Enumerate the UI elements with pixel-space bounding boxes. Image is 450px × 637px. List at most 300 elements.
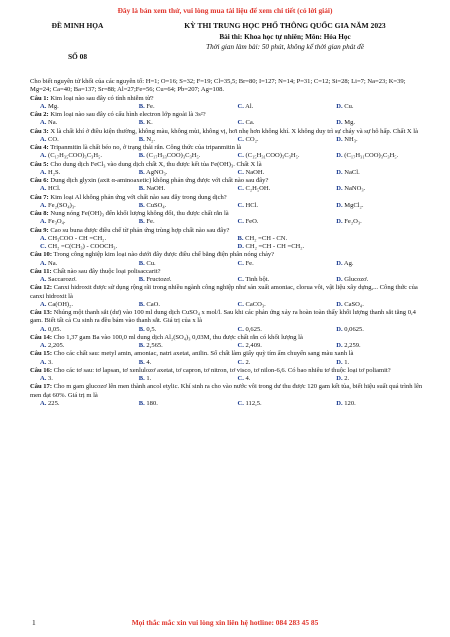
option-letter: B. bbox=[138, 135, 145, 143]
option-text: CH₃COO - CH =CH₂. bbox=[48, 234, 107, 242]
answer-options-row bbox=[30, 136, 425, 144]
answer-options-row bbox=[30, 169, 425, 177]
question-text: Nhúng một thanh sắt (dư) vào 100 ml dung dịch CuSO₄ x mol/l. Sau khi các phản ứng xảy ra hoàn toàn thấy khối lượng thanh sắt tăng 0,4 gam. Biết tất cả Cu sinh ra đều bám vào thanh sắt. Giá trị của x là bbox=[30, 309, 416, 325]
answer-option bbox=[228, 375, 327, 383]
option-letter: A. bbox=[40, 358, 47, 366]
question-block bbox=[30, 95, 425, 112]
answer-option bbox=[326, 136, 425, 144]
answer-options-row bbox=[30, 260, 425, 268]
option-text: Tinh bột. bbox=[245, 276, 270, 283]
option-text: HCl. bbox=[245, 201, 259, 209]
answer-option bbox=[228, 202, 327, 210]
question-block bbox=[30, 144, 425, 161]
option-letter: C. bbox=[237, 201, 244, 209]
option-text: 2,565. bbox=[146, 342, 163, 349]
option-text: CO. bbox=[48, 135, 59, 143]
question-text: Cho các chất sau: metyl amin, amoniac, natri axetat, anilin. Số chất làm giấy quỳ tím ẩm chuyển sang màu xanh là bbox=[53, 350, 354, 358]
question-number: Câu 10: bbox=[30, 251, 53, 259]
question-number: Câu 3: bbox=[30, 127, 49, 135]
question-list bbox=[30, 95, 425, 409]
option-text: NH₃. bbox=[344, 135, 358, 143]
option-text: CaCO₃. bbox=[245, 300, 266, 308]
option-letter: C. bbox=[237, 276, 244, 283]
option-text: CH₂ =CH - CH =CH₂. bbox=[245, 243, 305, 250]
question-block bbox=[30, 251, 425, 268]
answer-option bbox=[30, 235, 228, 243]
answer-options-row bbox=[30, 152, 425, 160]
option-letter: B. bbox=[138, 399, 145, 407]
answer-option bbox=[129, 359, 228, 367]
option-text: Mg. bbox=[344, 119, 355, 127]
answer-option bbox=[228, 218, 327, 226]
option-text: 3. bbox=[48, 375, 53, 382]
question-number: Câu 13: bbox=[30, 309, 53, 316]
option-text: 0,5. bbox=[146, 325, 157, 333]
answer-options-row bbox=[30, 301, 425, 309]
question-number: Câu 5: bbox=[30, 160, 49, 168]
option-text: NaOH. bbox=[146, 185, 166, 193]
option-text: 3. bbox=[48, 358, 53, 366]
question-text: Canxi hidroxit được sử dụng rộng rãi trong nhiều ngành công nghiệp như sản xuất amoniac, clorua vôi, vật liệu xây dựng,... Công thức của canxi hidroxit là bbox=[30, 284, 418, 300]
answer-option bbox=[228, 276, 327, 284]
option-text: (C₁₇H₃₅COO)₃C₃H₅. bbox=[48, 152, 103, 160]
option-letter: B. bbox=[138, 259, 145, 267]
question-text: Chất nào sau đây thuộc loại polisaccarit? bbox=[53, 267, 161, 275]
option-text: 1. bbox=[344, 358, 350, 366]
answer-option bbox=[326, 218, 425, 226]
answer-options-row bbox=[30, 326, 425, 334]
option-text: 0,625. bbox=[245, 325, 262, 333]
option-letter: A. bbox=[40, 342, 47, 349]
question-number: Câu 7: bbox=[30, 193, 49, 201]
answer-option bbox=[129, 152, 228, 160]
answer-option bbox=[30, 202, 129, 210]
question-stem bbox=[30, 309, 425, 326]
question-block bbox=[30, 334, 425, 351]
question-block bbox=[30, 309, 425, 334]
answer-options-row bbox=[30, 342, 425, 350]
option-letter: B. bbox=[138, 325, 145, 333]
question-block bbox=[30, 284, 425, 309]
option-letter: C. bbox=[237, 399, 244, 407]
option-text: CaO. bbox=[146, 300, 161, 308]
option-letter: C. bbox=[237, 300, 244, 308]
option-text: 1. bbox=[146, 375, 152, 382]
answer-option bbox=[30, 218, 129, 226]
option-text: Glucozơ. bbox=[344, 276, 369, 283]
option-text: C₂H₅OH. bbox=[245, 185, 271, 193]
option-letter: D. bbox=[336, 325, 343, 333]
answer-option bbox=[30, 136, 129, 144]
question-text: Kim loại Al không phản ứng với chất nào sau đây trong dung dịch? bbox=[50, 193, 227, 201]
answer-option bbox=[30, 185, 129, 193]
exam-code: SỐ 08 bbox=[67, 52, 88, 61]
question-text: Nung nóng Fe(OH)₃ đến khối lượng không đổi, thu được chất rắn là bbox=[50, 210, 229, 217]
option-text: CaSO₄. bbox=[344, 300, 364, 308]
question-text: Tripanmitin là chất béo no, ở trạng thái rắn. Công thức của tripanmitin là bbox=[50, 144, 242, 151]
option-text: CH₂ =C(CH₃) - COOCH₃. bbox=[48, 243, 118, 250]
option-text: Fe. bbox=[245, 259, 254, 267]
question-stem bbox=[30, 383, 425, 400]
exam-type-title: ĐỀ MINH HỌA bbox=[51, 21, 104, 30]
answer-option bbox=[228, 359, 327, 367]
answer-options-row bbox=[30, 400, 425, 408]
option-letter: B. bbox=[138, 358, 145, 366]
option-text: Mg. bbox=[48, 102, 59, 110]
option-text: NaNO₃. bbox=[344, 185, 366, 193]
question-number: Câu 11: bbox=[30, 267, 52, 275]
exam-time: Thời gian làm bài: 50 phút, không kể thời gian phát đề bbox=[206, 43, 364, 51]
option-letter: D. bbox=[336, 300, 343, 308]
option-letter: C. bbox=[237, 342, 244, 349]
question-text: Kim loại nào sau đây có tính nhiễm từ? bbox=[50, 94, 154, 102]
question-number: Câu 8: bbox=[30, 210, 49, 217]
question-text: Cho m gam glucozơ lên men thành ancol etylic. Khí sinh ra cho vào nước vôi trong dư thu được 120 gam kết tủa, biết hiệu suất quá trình lên men đạt 60%. Giá trị m là bbox=[30, 383, 423, 399]
answer-option bbox=[228, 152, 327, 160]
answer-option bbox=[326, 152, 425, 160]
option-letter: B. bbox=[138, 300, 145, 308]
question-number: Câu 9: bbox=[30, 226, 49, 234]
option-text: CO₂. bbox=[245, 135, 259, 143]
option-letter: A. bbox=[40, 102, 47, 110]
option-letter: C. bbox=[237, 102, 244, 110]
answer-option bbox=[30, 103, 129, 111]
option-text: 2,205. bbox=[48, 342, 65, 349]
answer-option bbox=[129, 400, 228, 408]
option-letter: B. bbox=[138, 201, 145, 209]
answer-option bbox=[326, 260, 425, 268]
option-text: (C₁₇H₃₃COO)₃C₃H₅. bbox=[146, 152, 201, 160]
question-stem bbox=[30, 95, 425, 103]
question-number: Câu 1: bbox=[30, 94, 49, 102]
exam-title: KỲ THI TRUNG HỌC PHỔ THÔNG QUỐC GIA NĂM 2023 bbox=[184, 21, 386, 30]
option-text: Cu. bbox=[344, 102, 354, 110]
option-text: Fe. bbox=[146, 102, 155, 110]
answer-option bbox=[30, 342, 129, 350]
option-text: 225. bbox=[48, 399, 60, 407]
option-text: Na. bbox=[48, 259, 58, 267]
question-text: Dung dịch glyxin (axit α-aminoaxetic) không phản ứng được với chất nào sau đây? bbox=[50, 177, 269, 184]
option-letter: D. bbox=[336, 152, 343, 160]
exam-header bbox=[0, 21, 450, 73]
option-letter: B. bbox=[138, 152, 145, 160]
option-letter: D. bbox=[336, 102, 343, 110]
option-text: (C₁₅H₃₁COO)₃C₃H₅. bbox=[245, 152, 300, 160]
preview-banner: Đây là bản xem thử, vui lòng mua tài liệu để xem chi tiết (có lời giải) bbox=[117, 6, 333, 15]
option-text: FeO. bbox=[245, 218, 259, 226]
option-letter: D. bbox=[336, 168, 343, 176]
question-block bbox=[30, 177, 425, 194]
answer-options-row bbox=[30, 235, 425, 243]
question-number: Câu 6: bbox=[30, 177, 49, 184]
option-letter: A. bbox=[40, 185, 47, 193]
page-footer bbox=[0, 618, 450, 632]
question-stem bbox=[30, 367, 425, 375]
option-text: CuSO₄. bbox=[146, 201, 167, 209]
question-stem bbox=[30, 194, 425, 202]
answer-option bbox=[30, 301, 129, 309]
option-text: 4. bbox=[245, 375, 251, 382]
option-text: 0,05. bbox=[48, 325, 62, 333]
question-block bbox=[30, 210, 425, 227]
option-letter: A. bbox=[40, 135, 47, 143]
option-text: MgCl₂. bbox=[344, 201, 364, 209]
question-block bbox=[30, 350, 425, 367]
question-block bbox=[30, 383, 425, 408]
answer-option bbox=[228, 119, 327, 127]
answer-option bbox=[129, 375, 228, 383]
answer-option bbox=[228, 400, 327, 408]
question-stem bbox=[30, 111, 425, 119]
answer-option bbox=[129, 276, 228, 284]
option-text: 2. bbox=[344, 375, 350, 382]
header-right bbox=[145, 21, 425, 53]
answer-option bbox=[326, 326, 425, 334]
option-text: HCl. bbox=[48, 185, 61, 193]
question-block bbox=[30, 227, 425, 252]
answer-option bbox=[326, 400, 425, 408]
question-block bbox=[30, 128, 425, 145]
answer-option bbox=[129, 169, 228, 177]
question-number: Câu 2: bbox=[30, 111, 49, 118]
answer-option bbox=[228, 243, 426, 251]
option-letter: D. bbox=[336, 135, 343, 143]
option-letter: C. bbox=[237, 325, 244, 333]
answer-option bbox=[30, 359, 129, 367]
answer-options-row bbox=[30, 185, 425, 193]
answer-option bbox=[228, 326, 327, 334]
header-left bbox=[30, 21, 125, 61]
question-number: Câu 15: bbox=[30, 350, 53, 358]
answer-option bbox=[30, 375, 129, 383]
answer-option bbox=[228, 260, 327, 268]
page-number: 1 bbox=[32, 618, 36, 627]
answer-option bbox=[228, 169, 327, 177]
answer-option bbox=[129, 202, 228, 210]
answer-option bbox=[326, 375, 425, 383]
question-number: Câu 17: bbox=[30, 383, 53, 391]
answer-options-row bbox=[30, 119, 425, 127]
option-text: NaOH. bbox=[245, 168, 265, 176]
option-letter: A. bbox=[40, 201, 47, 209]
answer-option bbox=[228, 235, 426, 243]
question-number: Câu 12: bbox=[30, 284, 53, 292]
answer-option bbox=[326, 342, 425, 350]
option-letter: D. bbox=[336, 259, 343, 267]
option-letter: C. bbox=[40, 243, 47, 250]
answer-option bbox=[326, 185, 425, 193]
hotline-text: Mọi thắc mắc xin vui lòng xin liên hệ hotline: 084 283 45 85 bbox=[131, 618, 319, 627]
answer-option bbox=[326, 119, 425, 127]
question-text: Cao su buna được điều chế từ phản ứng trùng hợp chất nào sau đây? bbox=[50, 226, 230, 234]
option-text: AgNO₃. bbox=[146, 168, 168, 176]
option-letter: B. bbox=[138, 276, 145, 283]
option-letter: B. bbox=[138, 185, 145, 193]
answer-option bbox=[129, 103, 228, 111]
option-letter: C. bbox=[237, 259, 244, 267]
option-letter: C. bbox=[237, 168, 244, 176]
question-number: Câu 16: bbox=[30, 366, 53, 374]
answer-options-row bbox=[30, 375, 425, 383]
option-text: Al. bbox=[245, 102, 254, 110]
answer-option bbox=[30, 260, 129, 268]
option-letter: C. bbox=[237, 135, 244, 143]
option-letter: A. bbox=[40, 375, 47, 382]
answer-option bbox=[228, 185, 327, 193]
option-letter: C. bbox=[237, 358, 244, 366]
option-letter: A. bbox=[40, 218, 47, 226]
question-text: Kim loại nào sau đây có cấu hình electron lớp ngoài là 3s²? bbox=[50, 111, 206, 118]
option-letter: D. bbox=[237, 243, 244, 250]
option-letter: D. bbox=[336, 375, 343, 382]
option-letter: A. bbox=[40, 152, 47, 160]
option-text: 2,259. bbox=[344, 342, 361, 349]
option-text: Fructozơ. bbox=[146, 276, 172, 283]
answer-option bbox=[228, 103, 327, 111]
option-text: Cu. bbox=[146, 259, 156, 267]
option-letter: B. bbox=[237, 234, 244, 242]
question-stem bbox=[30, 144, 425, 152]
answer-option bbox=[30, 169, 129, 177]
option-text: (C₁₇H₃₁COO)₃C₃H₅. bbox=[344, 152, 399, 160]
option-letter: B. bbox=[138, 119, 145, 127]
question-stem bbox=[30, 251, 425, 259]
option-letter: A. bbox=[40, 276, 47, 283]
answer-option bbox=[129, 119, 228, 127]
answer-option bbox=[326, 103, 425, 111]
option-letter: D. bbox=[336, 358, 343, 366]
option-text: H₂S. bbox=[48, 168, 61, 176]
option-letter: B. bbox=[138, 168, 145, 176]
answer-option bbox=[129, 185, 228, 193]
question-number: Câu 14: bbox=[30, 333, 53, 341]
option-letter: D. bbox=[336, 185, 343, 193]
answer-option bbox=[326, 359, 425, 367]
option-text: NaCl. bbox=[344, 168, 360, 176]
answer-option bbox=[129, 301, 228, 309]
answer-option bbox=[30, 326, 129, 334]
exam-subject: Bài thi: Khoa học tự nhiên; Môn: Hóa Học bbox=[219, 32, 351, 41]
option-letter: A. bbox=[40, 259, 47, 267]
exam-content bbox=[30, 78, 425, 408]
option-text: Ca(OH)₂. bbox=[48, 300, 74, 308]
answer-option bbox=[129, 342, 228, 350]
option-text: K. bbox=[146, 119, 153, 127]
question-block bbox=[30, 268, 425, 285]
option-letter: A. bbox=[40, 119, 47, 127]
question-text: X là chất khí ở điều kiện thường, không màu, không mùi, không vị, hơi nhẹ hơn không khí. X không duy trì sự cháy và sự hô hấp. Chất X là bbox=[50, 127, 418, 135]
answer-option bbox=[30, 152, 129, 160]
answer-option bbox=[129, 260, 228, 268]
option-letter: D. bbox=[336, 276, 343, 283]
option-text: 112,5. bbox=[245, 399, 262, 407]
atomic-mass-intro: Cho biết nguyên tử khối của các nguyên tố: H=1; O=16; S=32; F=19; Cl=35,5; Br=80; I=127; N=14; P=31; C=12; Si=28; Li=7; Na=23; K=39; Mg=24; Ca=40; Ba=137; Sr=88; Al=27;Fe=56; Cu=64; Pb=207; Ag=108. bbox=[30, 78, 406, 94]
option-text: 2. bbox=[245, 358, 251, 366]
option-text: Na. bbox=[48, 119, 58, 127]
option-letter: B. bbox=[138, 375, 145, 382]
question-block bbox=[30, 161, 425, 178]
answer-options-row bbox=[30, 202, 425, 210]
option-text: 4. bbox=[146, 358, 152, 366]
question-stem bbox=[30, 227, 425, 235]
answer-option bbox=[326, 301, 425, 309]
answer-option bbox=[129, 136, 228, 144]
answer-option bbox=[326, 202, 425, 210]
option-letter: A. bbox=[40, 234, 47, 242]
option-text: Saccarozơ. bbox=[48, 276, 77, 283]
question-stem bbox=[30, 161, 425, 169]
option-letter: B. bbox=[138, 342, 145, 349]
option-text: 2,409. bbox=[245, 342, 262, 349]
answer-option bbox=[30, 276, 129, 284]
option-letter: B. bbox=[138, 102, 145, 110]
question-stem bbox=[30, 128, 425, 136]
answer-option bbox=[228, 342, 327, 350]
question-stem bbox=[30, 177, 425, 185]
option-letter: C. bbox=[237, 119, 244, 127]
option-letter: C. bbox=[237, 375, 244, 382]
option-text: Fe. bbox=[146, 218, 155, 226]
question-stem bbox=[30, 268, 425, 276]
question-text: Cho dung dịch FeCl₃ vào dung dịch chất X, thu được kết tủa Fe(OH)₃. Chất X là bbox=[50, 160, 262, 168]
option-letter: D. bbox=[336, 218, 343, 226]
question-stem bbox=[30, 210, 425, 218]
answer-option bbox=[129, 218, 228, 226]
answer-option bbox=[30, 243, 228, 251]
answer-options-row bbox=[30, 359, 425, 367]
answer-option bbox=[30, 400, 129, 408]
option-letter: A. bbox=[40, 300, 47, 308]
option-text: Fe₂(SO₄)₃. bbox=[48, 201, 76, 209]
answer-option bbox=[129, 326, 228, 334]
question-text: Trong công nghiệp kim loại nào dưới đây được điều chế bằng điện phân nóng chảy? bbox=[53, 251, 275, 259]
question-text: Cho 1,37 gam Ba vào 100,0 ml dung dịch Al₂(SO₄)₃ 0,03M, thu được chất rắn có khối lượng là bbox=[53, 333, 303, 341]
answer-options-row bbox=[30, 276, 425, 284]
question-stem bbox=[30, 334, 425, 342]
option-letter: D. bbox=[336, 201, 343, 209]
option-text: CH₂ =CH - CN. bbox=[245, 234, 288, 242]
option-letter: D. bbox=[336, 399, 343, 407]
answer-option bbox=[228, 136, 327, 144]
question-text: Cho các tơ sau: tơ lapsan, tơ xenlulozơ axetat, tơ capron, tơ nitron, tơ visco, tơ nilon-6,6. Có bao nhiêu tơ thuộc loại tơ poliamit? bbox=[53, 366, 391, 374]
option-text: Ca. bbox=[245, 119, 255, 127]
option-letter: C. bbox=[237, 185, 244, 193]
answer-options-row bbox=[30, 218, 425, 226]
question-stem bbox=[30, 350, 425, 358]
option-letter: A. bbox=[40, 325, 47, 333]
answer-options-row bbox=[30, 243, 425, 251]
question-block bbox=[30, 194, 425, 211]
question-number: Câu 4: bbox=[30, 144, 49, 151]
answer-options-row bbox=[30, 103, 425, 111]
answer-option bbox=[326, 276, 425, 284]
answer-option bbox=[30, 119, 129, 127]
option-letter: C. bbox=[237, 218, 244, 226]
option-letter: D. bbox=[336, 342, 343, 349]
option-text: Fe₃O₄. bbox=[48, 218, 66, 226]
option-text: 120. bbox=[344, 399, 356, 407]
option-text: 180. bbox=[146, 399, 158, 407]
answer-option bbox=[326, 169, 425, 177]
question-block bbox=[30, 367, 425, 384]
question-block bbox=[30, 111, 425, 128]
option-letter: A. bbox=[40, 399, 47, 407]
question-stem bbox=[30, 284, 425, 301]
option-letter: D. bbox=[336, 119, 343, 127]
answer-option bbox=[228, 301, 327, 309]
option-text: Fe₂O₃. bbox=[344, 218, 362, 226]
option-letter: B. bbox=[138, 218, 145, 226]
